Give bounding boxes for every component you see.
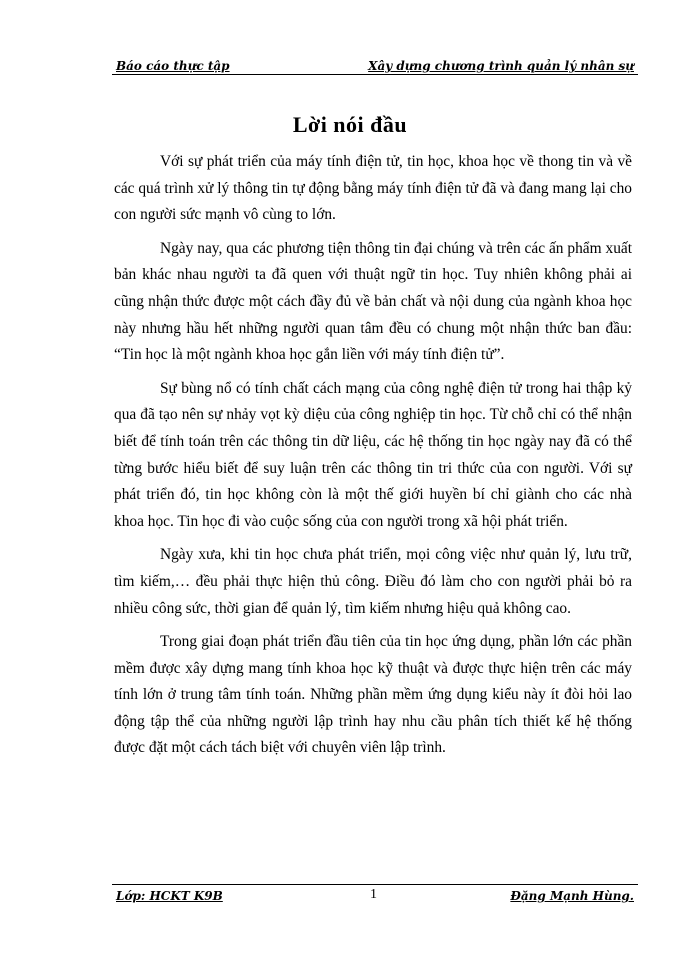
header-project-title: Xây dựng chương trình quản lý nhân sự [368, 59, 634, 73]
paragraph: Với sự phát triển của máy tính điện tử, tin học, khoa học về thong tin và về các quá trình xử lý thông tin tự động bằng máy tính điện tử đã và đang mang lại cho con người sức mạnh vô cùng to lớn. [114, 153, 632, 224]
page-footer [112, 884, 638, 907]
body-text [114, 149, 632, 769]
page-header [112, 56, 638, 75]
page-title: Lời nói đầu [292, 112, 408, 137]
paragraph: Sự bùng nổ có tính chất cách mạng của công nghệ điện tử trong hai thập kỷ qua đã tạo nên sự nhảy vọt kỳ diệu của công nghiệp tin học. Từ chỗ chỉ có thể nhận biết để tính toán trên các thông tin dữ liệu, các hệ thống tin học ngày nay đã có thể từng bước hiểu biết để suy luận trên các thông tin tri thức của con người. Với sự phát triển đó, tin học không còn là một thế giới huyền bí chỉ giành cho các nhà khoa học. Tin học đi vào cuộc sống của con người trong xã hội phát triển. [114, 379, 632, 530]
paragraph: Trong giai đoạn phát triển đầu tiên của tin học ứng dụng, phần lớn các phần mềm được xây dựng mang tính khoa học kỹ thuật và được thực hiện trên các máy tính lớn ở trung tâm tính toán. Những phần mềm ứng dụng kiểu này ít đòi hỏi lao động tập thể của những người lập trình hay nhu cầu phân tích thiết kế hệ thống được đặt một cách tách biệt với chuyên viên lập trình. [114, 633, 632, 757]
paragraph: Ngày xưa, khi tin học chưa phát triển, mọi công việc như quản lý, lưu trữ, tìm kiếm,… đều phải thực hiện thủ công. Điều đó làm cho con người phải bỏ ra nhiều công sức, thời gian để quản lý, tìm kiếm nhưng hiệu quả không cao. [114, 546, 632, 617]
footer-author-name: Đặng Mạnh Hùng. [510, 889, 634, 903]
header-report-label: Báo cáo thực tập [116, 59, 230, 73]
paragraph: Ngày nay, qua các phương tiện thông tin đại chúng và trên các ấn phẩm xuất bản khác nhau người ta đã quen với thuật ngữ tin học. Tuy nhiên không phải ai cũng nhận thức được một cách đầy đủ về bản chất và nội dung của ngành khoa học này nhưng hầu hết những người quan tâm đều có chung một nhận thức ban đầu: “Tin học là một ngành khoa học gắn liền với máy tính điện tử”. [114, 239, 632, 364]
page-number: 1 [370, 887, 377, 902]
footer-class-label: Lớp: HCKT K9B [116, 889, 223, 903]
